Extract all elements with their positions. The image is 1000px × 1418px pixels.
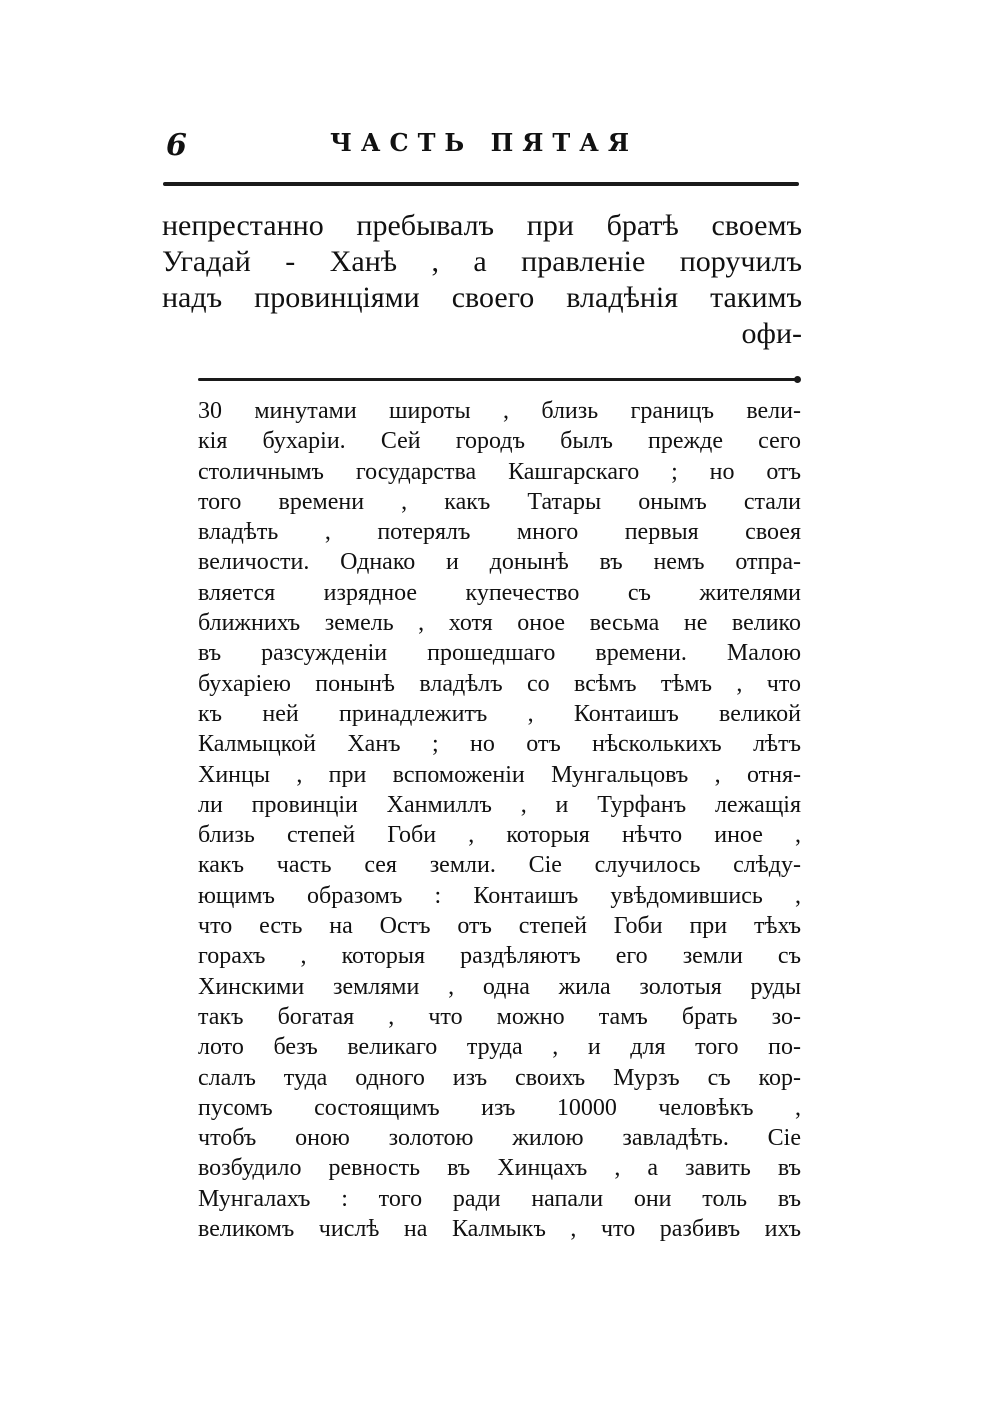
footnote-line: что есть на Остъ отъ степей Гоби при тѣхъ bbox=[198, 913, 801, 940]
footnote-line: Мунгалахъ : того ради напали они толь въ bbox=[198, 1185, 801, 1212]
header-rule bbox=[163, 182, 799, 186]
footnote-line: вляется изрядное купечество съ жителями bbox=[198, 579, 801, 606]
footnote-line: величости. Однако и донынѣ въ немъ отпра- bbox=[198, 549, 801, 576]
footnote-rule bbox=[198, 378, 798, 381]
footnote-line: Хинцы , при вспоможеніи Мунгальцовъ , отня- bbox=[198, 761, 801, 788]
catchword: офи- bbox=[741, 317, 802, 350]
footnote-line: 30 минутами широты , близь границъ вели- bbox=[198, 398, 801, 424]
main-text bbox=[162, 208, 802, 352]
footnote-line: чтобъ оною золотою жилою завладѣть. Сіе bbox=[198, 1125, 801, 1152]
footnote-line: ли провинціи Ханмиллъ , и Турфанъ лежащія bbox=[198, 791, 801, 818]
footnote-line: такъ богатая , что можно тамъ брать зо- bbox=[198, 1003, 801, 1030]
running-head: ЧАСТЬ ПЯТАЯ bbox=[330, 128, 638, 157]
footnote-line: великомъ числѣ на Калмыкъ , что разбивъ ихъ bbox=[198, 1216, 801, 1243]
footnote-line: горахъ , которыя раздѣляютъ его земли съ bbox=[198, 943, 801, 970]
footnote-line: бухаріею понынѣ владѣлъ со всѣмъ тѣмъ , что bbox=[198, 670, 801, 697]
footnote bbox=[198, 396, 801, 1244]
footnote-line: къ ней принадлежитъ , Контаишъ великой bbox=[198, 700, 801, 727]
footnote-line: возбудило ревность въ Хинцахъ , а завить въ bbox=[198, 1155, 801, 1182]
main-text-line: непрестанно пребывалъ при братѣ своемъ bbox=[162, 209, 802, 242]
main-text-line: надъ провинціями своего владѣнія такимъ bbox=[162, 281, 802, 314]
footnote-line: столичнымъ государства Кашгарскаго ; но отъ bbox=[198, 458, 801, 485]
footnote-line: Калмыцкой Ханъ ; но отъ нѣсколькихъ лѣтъ bbox=[198, 731, 801, 758]
footnote-line: лото безъ великаго труда , и для того по- bbox=[198, 1034, 801, 1061]
footnote-line: владѣть , потерялъ много первыя своея bbox=[198, 519, 801, 546]
footnote-line: ющимъ образомъ : Контаишъ увѣдомившись , bbox=[198, 882, 801, 909]
footnote-line: Хинскими землями , одна жила золотыя руды bbox=[198, 973, 801, 1000]
footnote-line: слалъ туда одного изъ своихъ Мурзъ съ кор- bbox=[198, 1064, 801, 1091]
footnote-line: въ разсужденіи прошедшаго времени. Малою bbox=[198, 640, 801, 667]
page-number: 6 bbox=[166, 128, 187, 163]
footnote-line: близь степей Гоби , которыя нѣчто иное , bbox=[198, 822, 801, 849]
footnote-line: пусомъ состоящимъ изъ 10000 человѣкъ , bbox=[198, 1094, 801, 1121]
footnote-line: кія бухаріи. Сей городъ былъ прежде сего bbox=[198, 428, 801, 455]
footnote-line: того времени , какъ Татары онымъ стали bbox=[198, 488, 801, 515]
main-text-line: Угадай - Ханѣ , а правленіе поручилъ bbox=[162, 245, 802, 278]
footnote-line: какъ часть сея земли. Сіе случилось слѣду- bbox=[198, 852, 801, 879]
footnote-line: ближнихъ земель , хотя оное весьма не велико bbox=[198, 610, 801, 637]
